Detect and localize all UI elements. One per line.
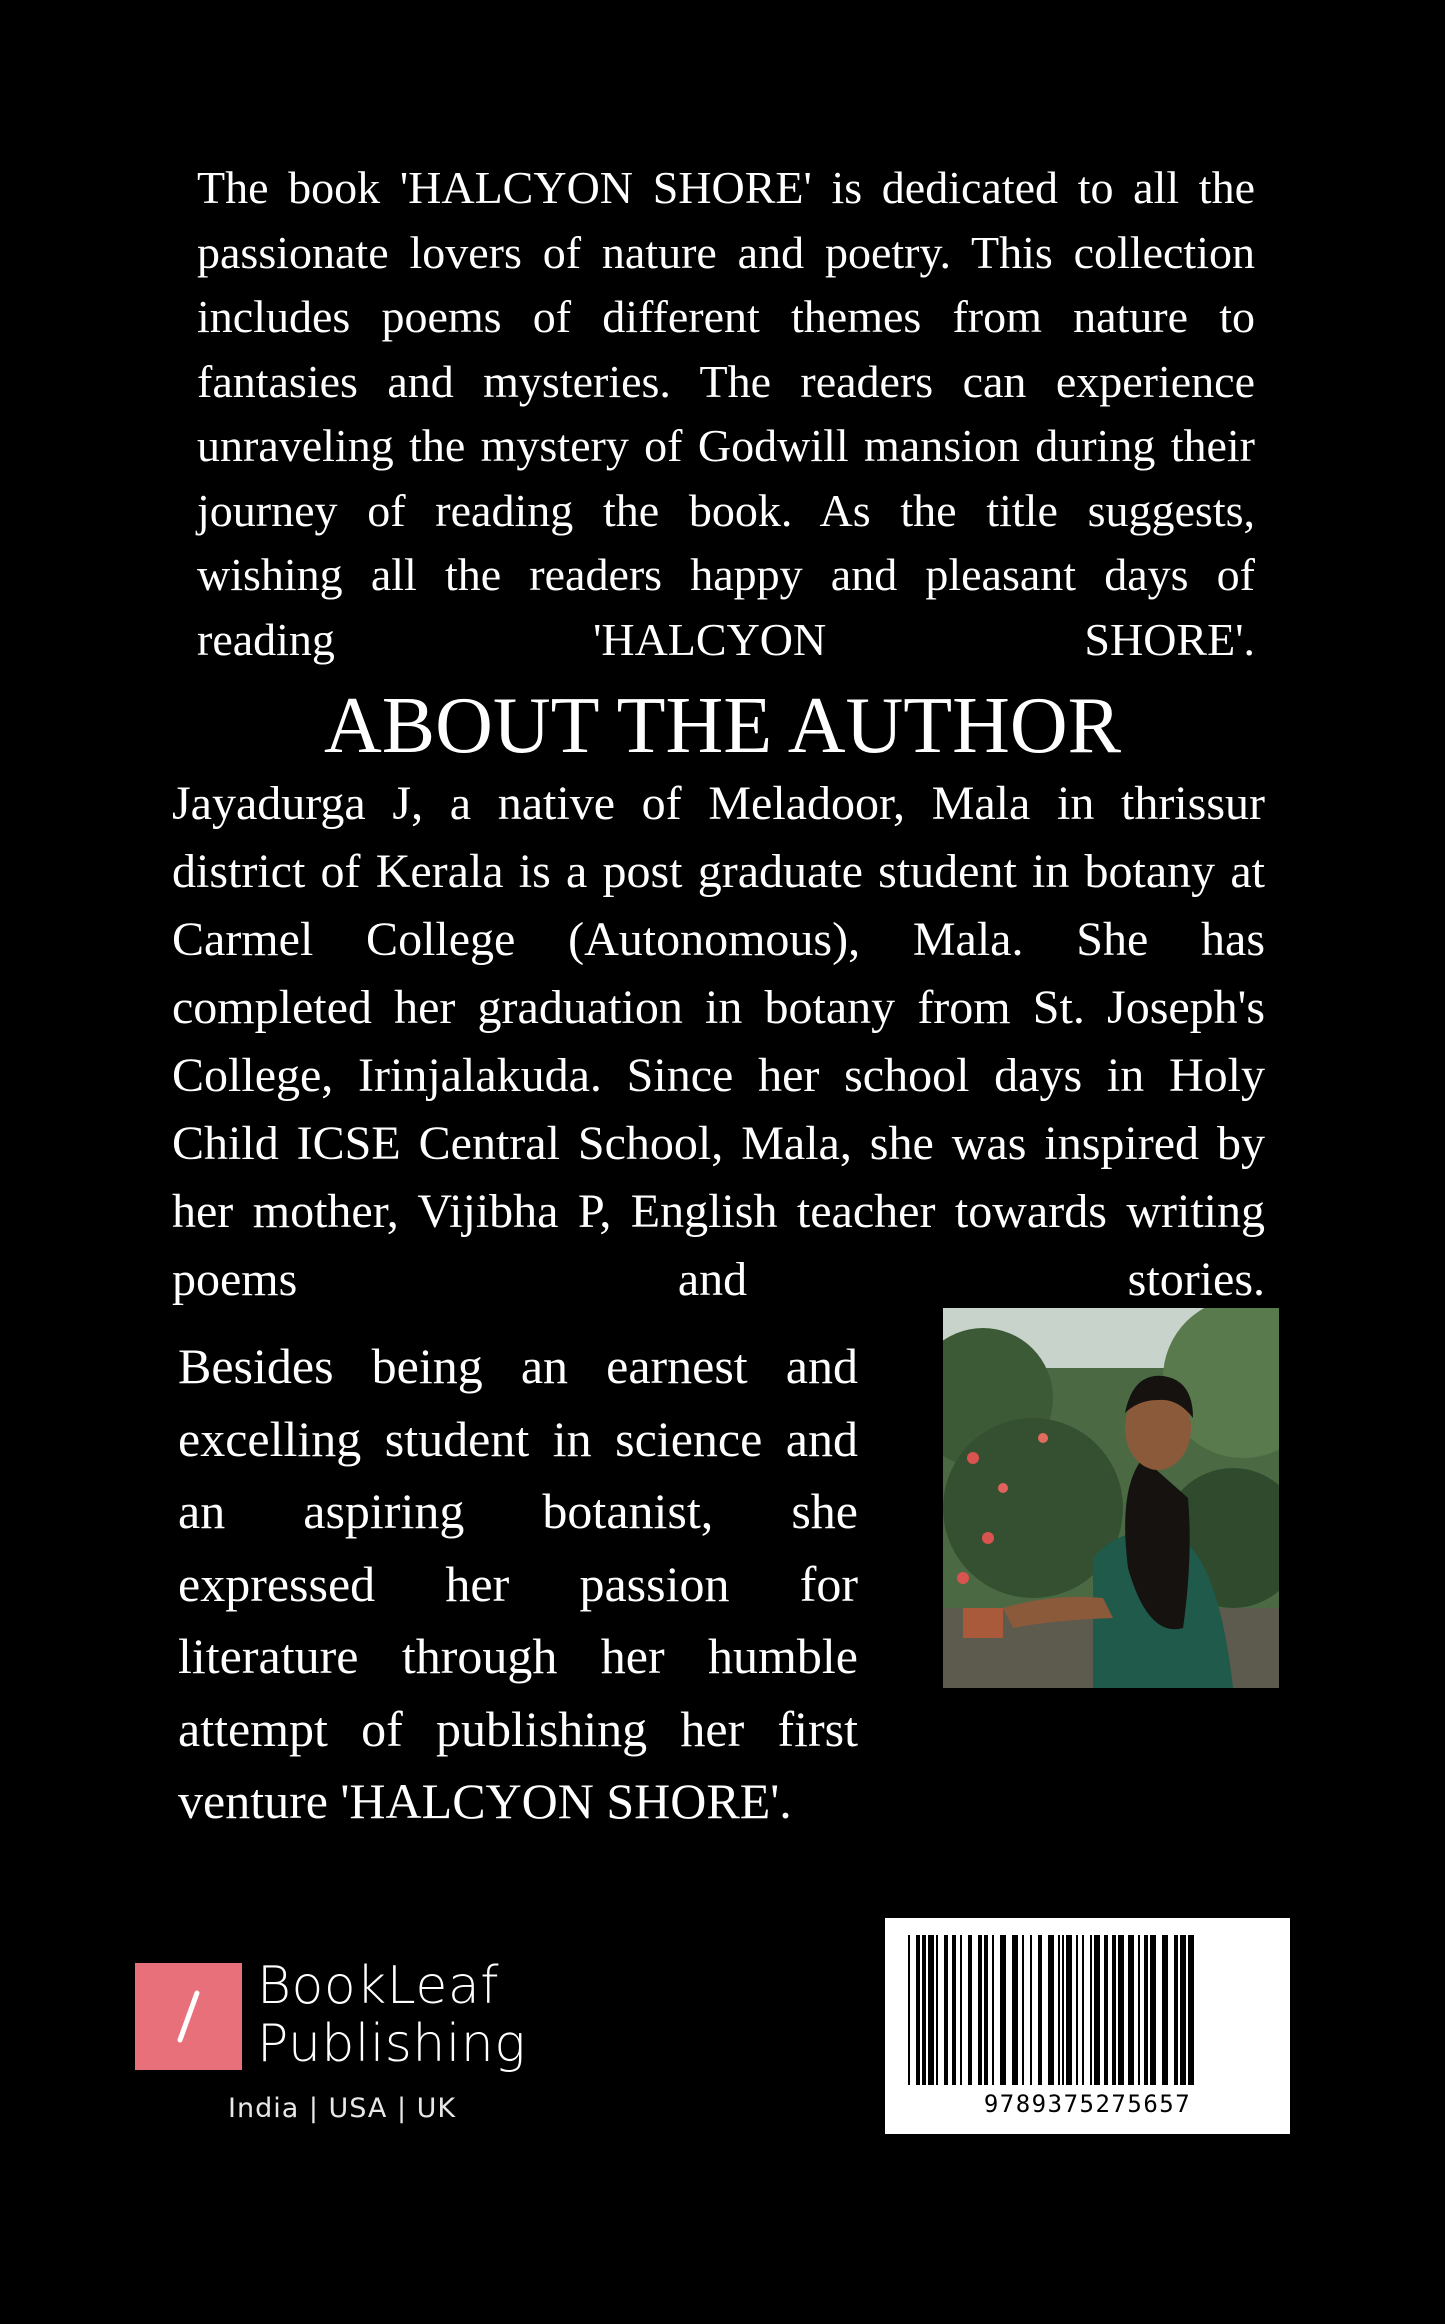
barcode-bars — [902, 1935, 1273, 2087]
publisher-logo — [135, 1956, 535, 2133]
barcode-bar — [1144, 1935, 1148, 2085]
barcode-bar — [1038, 1935, 1042, 2085]
barcode-bar — [1000, 1935, 1006, 2085]
barcode-bar — [1138, 1935, 1140, 2085]
barcode-bar — [952, 1935, 956, 2085]
slash-icon — [135, 1963, 242, 2070]
barcode-bar — [1030, 1935, 1032, 2085]
publisher-name-line-1: BookLeaf — [257, 1956, 500, 2016]
barcode-bar — [1058, 1935, 1060, 2085]
author-bio-paragraph-1: Jayadurga J, a native of Meladoor, Mala in thrissur district of Kerala is a post graduate student in botany at Carmel College (Autonomous), Mala. She has completed her graduation in botany from St. Joseph's College, Irinjalakuda. Since her school days in Holy Child ICSE Central School, Mala, she was inspired by her mother, Vijibha P, English teacher towards writing poems and stories. — [172, 777, 1265, 1306]
isbn-number: 9789375275657 — [983, 2090, 1192, 2118]
barcode-bar — [936, 1935, 938, 2085]
barcode-bar — [1188, 1935, 1194, 2085]
about-author-heading: ABOUT THE AUTHOR — [323, 682, 1122, 770]
barcode-bar — [916, 1935, 920, 2085]
barcode-bar — [1082, 1935, 1084, 2085]
publisher-regions: India | USA | UK — [228, 2093, 457, 2124]
barcode-bar — [1150, 1935, 1156, 2085]
barcode-bar — [922, 1935, 926, 2085]
author-photo-illustration — [943, 1308, 1279, 1688]
barcode-bar — [1090, 1935, 1092, 2085]
author-photo — [943, 1308, 1279, 1688]
barcode-bar — [978, 1935, 982, 2085]
barcode-bar — [1104, 1935, 1108, 2085]
author-bio-paragraph-2: Besides being an earnest and excelling student in science and an aspiring botanist, she expressed her passion for literature through her humble attempt of publishing her first venture 'HALCYON SHORE'. — [178, 1338, 858, 1829]
barcode-bar — [1118, 1935, 1124, 2085]
barcode-bar — [968, 1935, 972, 2085]
barcode-bar — [908, 1935, 910, 2085]
barcode-bar — [928, 1935, 934, 2085]
barcode-bar — [1022, 1935, 1024, 2085]
barcode-bar — [1048, 1935, 1054, 2085]
barcode-bar — [1162, 1935, 1168, 2085]
publisher-name — [257, 1957, 526, 2073]
barcode-bar — [960, 1935, 962, 2085]
barcode-bar — [1094, 1935, 1100, 2085]
isbn-barcode — [885, 1918, 1290, 2134]
book-blurb: The book 'HALCYON SHORE' is dedicated to all the passionate lovers of nature and poetry. This collection includes poems of different themes from nature to fantasies and mysteries. The readers can experience unraveling the mystery of Godwill mansion during their journey of reading the book. As the title suggests, wishing all the readers happy and pleasant days of reading 'HALCYON SHORE'. — [197, 162, 1255, 665]
publisher-name-line-2: Publishing — [257, 2014, 526, 2074]
barcode-bar — [1180, 1935, 1186, 2085]
barcode-bar — [984, 1935, 988, 2085]
barcode-bar — [1128, 1935, 1134, 2085]
barcode-bar — [992, 1935, 994, 2085]
barcode-bar — [1066, 1935, 1072, 2085]
barcode-bar — [1174, 1935, 1178, 2085]
barcode-bar — [1062, 1935, 1064, 2085]
barcode-bar — [944, 1935, 948, 2085]
barcode-bar — [1112, 1935, 1116, 2085]
publisher-logo-mark — [135, 1963, 242, 2070]
barcode-bar — [1076, 1935, 1078, 2085]
barcode-bar — [1012, 1935, 1018, 2085]
